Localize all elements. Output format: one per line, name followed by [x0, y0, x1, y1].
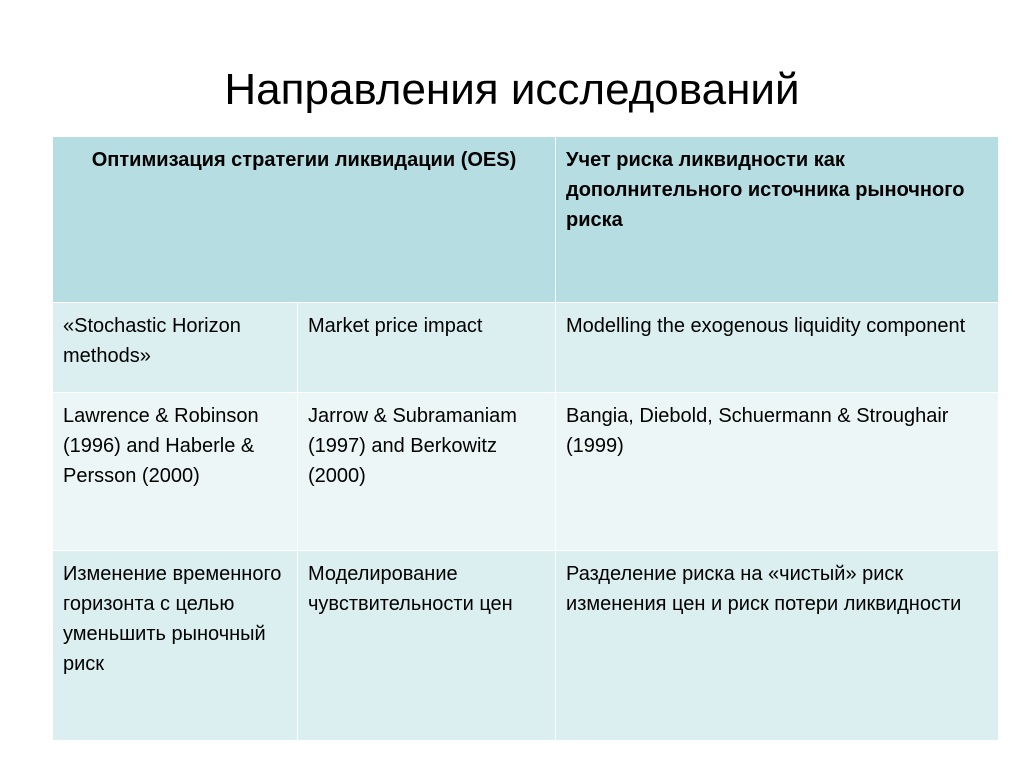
table-cell: Изменение временного горизонта с целью уменьшить рыночный риск — [53, 551, 298, 741]
table-cell: Market price impact — [298, 303, 556, 393]
research-directions-table — [52, 136, 999, 741]
table-cell: «Stochastic Horizon methods» — [53, 303, 298, 393]
table-cell: Modelling the exogenous liquidity component — [556, 303, 999, 393]
table-cell: Bangia, Diebold, Schuermann & Stroughair (1999) — [556, 393, 999, 551]
table-row — [53, 303, 999, 393]
table-header-row — [53, 137, 999, 303]
header-cell-liquidity-risk: Учет риска ликвидности как дополнительного источника рыночного риска — [556, 137, 999, 303]
header-cell-oes: Оптимизация стратегии ликвидации (OES) — [53, 137, 556, 303]
table-cell: Lawrence & Robinson (1996) and Haberle & Persson (2000) — [53, 393, 298, 551]
table-row — [53, 393, 999, 551]
table-cell: Разделение риска на «чистый» риск изменения цен и риск потери ликвидности — [556, 551, 999, 741]
table-row — [53, 551, 999, 741]
slide-title: Направления исследований — [224, 65, 800, 114]
table-cell: Моделирование чувствительности цен — [298, 551, 556, 741]
table-cell: Jarrow & Subramaniam (1997) and Berkowitz (2000) — [298, 393, 556, 551]
